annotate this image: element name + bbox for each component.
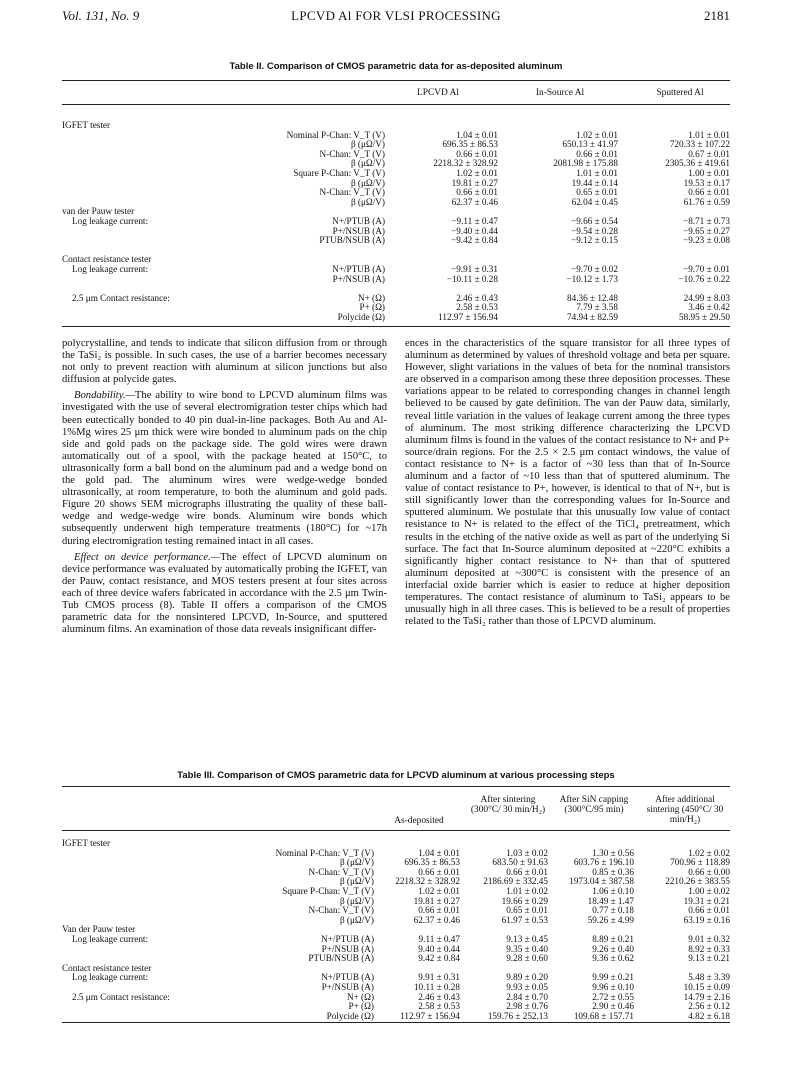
row-parameter-label: Square P-Chan: V_T (V) [293,167,385,178]
table-row [62,246,730,256]
table-cell: 0.66 ± 0.01 [418,866,460,877]
row-parameter-label: β (μΩ/V) [339,857,374,868]
paragraph [62,338,387,386]
table-cell: 1.01 ± 0.01 [688,129,730,140]
table-row [62,1012,730,1022]
table-cell: 9.35 ± 0.40 [506,943,548,954]
table-cell: −9.91 ± 0.31 [451,263,498,274]
table-cell: 8.92 ± 0.33 [688,943,730,954]
table-cell: 10.11 ± 0.28 [413,981,460,992]
table-cell: 19.44 ± 0.14 [571,177,618,188]
table-cell: 0.66 ± 0.01 [688,905,730,916]
table3-top-rule [62,786,730,787]
paragraph-text: The ability to wire bond to LPCVD aluminum films was investigated with the use of several electromigration tester chips which had been eutectically bonded to 40 pin dual-in-line packages. Both Au and Al-1%Mg wires 25 μm thick were wire bonded to aluminum pads on the chip side and gold pads on the package side. The gold wires were drawn automatically out of a spool, with the package heated at 150°C, to ultrasonically form a ball bond on the aluminum pad and a wedge bond on the gold pad. The aluminum wires were wedge-wedge bonded ultrasonically, at room temperature, to both the aluminum and gold pads. Figure 20 shows SEM micrographs illustrating the quality of these ball-wedge and wedge-wedge wire bonds. Aluminum wire bonds which subsequently underwent high temperature treatments (180°C) for ~17h during electromigration testing remained intact in all cases. [62,390,387,547]
table-cell: 9.26 ± 0.40 [592,943,634,954]
table-row [62,198,730,208]
table-row [62,150,730,160]
table-cell: −9.65 ± 0.27 [683,225,730,236]
row-group-label: van der Pauw tester [62,206,135,217]
table-cell: 1.02 ± 0.01 [418,885,460,896]
table-cell: 2218.32 ± 328.92 [433,158,498,169]
table-row [62,188,730,198]
row-sub-label: 2.5 μm Contact resistance: [72,292,170,303]
table-cell: 24.99 ± 8.03 [683,292,730,303]
table2-body [62,121,730,322]
row-parameter-label: PTUB/NSUB (A) [319,235,385,246]
table-row [62,313,730,323]
table-row [62,179,730,189]
table-row [62,131,730,141]
table-cell: 1.00 ± 0.02 [688,885,730,896]
table-row [62,207,730,217]
row-parameter-label: N+/PTUB (A) [321,933,374,944]
table-row [62,255,730,265]
table-cell: 0.66 ± 0.00 [688,866,730,877]
table-cell: 9.93 ± 0.05 [506,981,548,992]
table-cell: 3.46 ± 0.42 [688,302,730,313]
row-parameter-label: N+ (Ω) [346,991,374,1002]
table-cell: 74.94 ± 82.59 [567,311,618,322]
row-parameter-label: β (μΩ/V) [339,914,374,925]
table-cell: −10.11 ± 0.28 [446,273,498,284]
table-cell: 59.26 ± 4.99 [587,914,634,925]
table-cell: 109.68 ± 157.71 [573,1010,634,1021]
table-cell: 19.81 ± 0.27 [413,895,460,906]
table-row [62,236,730,246]
table-cell: 7.79 ± 3.58 [576,302,618,313]
row-parameter-label: β (μΩ/V) [350,196,385,207]
table3-col-header: After sintering (300°C/ 30 min/H₂) [470,795,546,815]
table-cell: 5.48 ± 3.39 [688,972,730,983]
row-parameter-label: Nominal P-Chan: V_T (V) [275,847,374,858]
table-cell: 2.46 ± 0.43 [418,991,460,1002]
table-cell: −9.42 ± 0.84 [451,235,498,246]
row-parameter-label: N-Chan: V_T (V) [308,866,374,877]
table-cell: 0.67 ± 0.01 [688,148,730,159]
row-group-label: Contact resistance tester [62,254,152,265]
table2-col-header: LPCVD Al [417,88,459,98]
table-row [62,159,730,169]
table-cell: 1.04 ± 0.01 [418,847,460,858]
row-sub-label: 2.5 μm Contact resistance: [72,991,170,1002]
table-cell: 9.40 ± 0.44 [418,943,460,954]
table-cell: 1.04 ± 0.01 [456,129,498,140]
table-row [62,227,730,237]
table-cell: −9.70 ± 0.01 [683,263,730,274]
table-cell: 9.36 ± 0.62 [592,953,634,964]
row-parameter-label: N+/PTUB (A) [332,263,385,274]
table-cell: 62.04 ± 0.45 [571,196,618,207]
section-runin: Bondability.— [74,390,135,402]
table-cell: 650.13 ± 41.97 [562,139,618,150]
table-row [62,169,730,179]
row-group-label: Contact resistance tester [62,962,152,973]
table-cell: 2.90 ± 0.46 [592,1001,634,1012]
table-row [62,954,730,964]
row-parameter-label: Square P-Chan: V_T (V) [282,885,374,896]
row-parameter-label: β (μΩ/V) [350,177,385,188]
table-cell: 63.19 ± 0.16 [683,914,730,925]
row-parameter-label: β (μΩ/V) [339,876,374,887]
table2-header-rule [62,104,730,105]
table-cell: 4.82 ± 6.18 [688,1010,730,1021]
table-cell: 112.97 ± 156.94 [400,1010,460,1021]
table-cell: 10.15 ± 0.09 [683,981,730,992]
row-parameter-label: N+/PTUB (A) [332,215,385,226]
table-cell: 62.37 ± 0.46 [451,196,498,207]
paragraph [62,390,387,547]
table-cell: 2081.98 ± 175.88 [553,158,618,169]
table-cell: −9.23 ± 0.08 [683,235,730,246]
table-cell: 9.96 ± 0.10 [592,981,634,992]
table-cell: 14.79 ± 2.16 [683,991,730,1002]
table-cell: 1973.04 ± 387.58 [569,876,634,887]
row-sub-label: Log leakage current: [72,263,149,274]
table-cell: 1.01 ± 0.02 [506,885,548,896]
table-cell: 696.35 ± 86.53 [404,857,460,868]
table-cell: 9.91 ± 0.31 [418,972,460,983]
row-sub-label: Log leakage current: [72,215,149,226]
table-cell: 9.89 ± 0.20 [506,972,548,983]
running-header [62,8,730,26]
table-cell: 1.02 ± 0.01 [576,129,618,140]
right-column [405,338,730,628]
table2-col-header: In-Source Al [535,88,585,98]
table-cell: 62.37 ± 0.46 [413,914,460,925]
row-parameter-label: P+/NSUB (A) [332,225,385,236]
table-cell: 1.02 ± 0.01 [456,167,498,178]
row-parameter-label: P+/NSUB (A) [321,943,374,954]
table-row [62,294,730,304]
table-cell: −8.71 ± 0.73 [683,215,730,226]
table-cell: 2.58 ± 0.53 [456,302,498,313]
table2-top-rule [62,80,730,81]
row-group-label: IGFET tester [62,120,111,130]
paragraph-text: The effect of LPCVD aluminum on device performance was evaluated by automatically probing the IGFET, van der Pauw, contact resistance, and MOS testers present at four sites across each of three device wafers fabricated in accordance with the 2.5 μm Twin-Tub CMOS process (8). Table II offers a comparison of the CMOS parametric data for the nonsintered LPCVD, In-Source, and sputtered aluminum films. An examination of those data reveals insignificant differ- [62,551,387,636]
table-cell: 696.35 ± 86.53 [442,139,498,150]
article-body [62,338,730,748]
table-cell: −9.12 ± 0.15 [571,235,618,246]
section-runin: Effect on device performance.— [74,551,221,563]
table-cell: 9.42 ± 0.84 [418,953,460,964]
table-cell: 1.30 ± 0.56 [592,847,634,858]
table-cell: 58.95 ± 29.50 [679,311,730,322]
table-cell: 1.06 ± 0.10 [592,885,634,896]
table2-caption: Table II. Comparison of CMOS parametric data for as-deposited aluminum [229,61,563,72]
table-row [62,303,730,313]
table-cell: 19.53 ± 0.17 [683,177,730,188]
table-cell: 9.13 ± 0.21 [688,953,730,964]
table2-col-header: Sputtered Al [656,88,704,98]
table-cell: 2.46 ± 0.43 [456,292,498,303]
table-cell: 0.66 ± 0.01 [576,148,618,159]
paragraph [405,338,730,628]
table-cell: 61.76 ± 0.59 [683,196,730,207]
table-cell: 683.50 ± 91.63 [492,857,548,868]
table-cell: 0.66 ± 0.01 [688,187,730,198]
row-parameter-label: N+/PTUB (A) [321,972,374,983]
table-cell: 0.66 ± 0.01 [418,905,460,916]
table-cell: −9.70 ± 0.02 [571,263,618,274]
table-cell: 8.89 ± 0.21 [592,933,634,944]
row-group-label: IGFET tester [62,838,111,848]
page-number: 2181 [704,8,730,23]
table-cell: 0.85 ± 0.36 [592,866,634,877]
row-parameter-label: β (μΩ/V) [339,895,374,906]
left-column [62,338,387,636]
table-cell: 2.56 ± 0.12 [688,1001,730,1012]
table-cell: −9.54 ± 0.28 [571,225,618,236]
table-cell: 1.03 ± 0.02 [506,847,548,858]
row-parameter-label: β (μΩ/V) [350,139,385,150]
table2-bottom-rule [62,326,730,327]
row-parameter-label: Polycide (Ω) [326,1010,374,1021]
table-cell: −10.12 ± 1.73 [566,273,618,284]
table3-col-header: After SiN capping (300°C/95 min) [559,795,629,815]
table-row [62,275,730,285]
row-sub-label: Log leakage current: [72,933,149,944]
table-cell: 2.84 ± 0.70 [506,991,548,1002]
table-cell: 112.97 ± 156.94 [438,311,498,322]
table-cell: 0.66 ± 0.01 [456,148,498,159]
paragraph-text: polycrystalline, and tends to indicate that silicon diffusion from or through the TaSi₂ is possible. In such cases, the use of a barrier becomes necessary not only to prevent reaction with aluminum at silicon junctions but also diffusion at polycide gates. [62,338,387,386]
table-row [62,140,730,150]
table-cell: 0.66 ± 0.01 [506,866,548,877]
table-cell: 2.98 ± 0.76 [506,1001,548,1012]
table-cell: 1.00 ± 0.01 [688,167,730,178]
paragraph [62,552,387,637]
table-cell: 19.81 ± 0.27 [451,177,498,188]
table-cell: 603.76 ± 196.10 [573,857,634,868]
table-cell: 9.11 ± 0.47 [418,933,460,944]
journal-volume: Vol. 131, No. 9 [62,8,140,23]
table-cell: 2218.32 ± 328.92 [395,876,460,887]
table3-col-header: As-deposited [394,816,444,826]
row-parameter-label: Nominal P-Chan: V_T (V) [286,129,385,140]
table-cell: 1.01 ± 0.01 [576,167,618,178]
row-parameter-label: P+ (Ω) [348,1001,374,1012]
row-parameter-label: N-Chan: V_T (V) [319,148,385,159]
table-cell: −9.40 ± 0.44 [451,225,498,236]
table3-body [62,839,730,1021]
row-parameter-label: PTUB/NSUB (A) [308,953,374,964]
table-cell: 9.01 ± 0.32 [688,933,730,944]
table-row [62,916,730,926]
table3-col-header: After additional sintering (450°C/ 30 min/H₂) [646,795,724,825]
table-cell: 700.96 ± 118.89 [670,857,730,868]
paragraph-text: ences in the characteristics of the square transistor for all three types of aluminum as determined by values of threshold voltage and beta per square. However, slight variations in the values of beta for the nominal transistors are observed in a comparison among these three deposition processes. These variations appear to be related to corresponding changes in channel length believed to be caused by gate definition. The van der Pauw data, similarly, reveal little variation in the values of leakage current among the three types of aluminum. The most striking difference characterizing the LPCVD aluminum films is found in the values of the contact resistance to N+ and P+ source/drain regions. For the 2.5 × 2.5 μm contact windows, the value of contact resistance to N+ is a factor of ~30 less than that of In-Source aluminum and a factor of ~10 less than that of sputtered aluminum. The value of contact resistance to P+, however, is identical to that of N+, but is still significantly lower than the corresponding values for In-Source and sputtered aluminum. We postulate that this unusually low value of contact resistance to N+ is related to the effect of the TiCl₄ pretreatment, which results in the etching of the native oxide as well as part of the underlying Si surface. The fact that In-Source aluminum deposited at ~220°C exhibits a significantly higher contact resistance to N+ than that of sputtered aluminum deposited at ~300°C is consistent with the presence of an interfacial oxide barrier which is easier to reduce at higher deposition temperatures. The contact resistance of aluminum to TaSi₂ appears to be unusually high in all three cases. This is believed to be a result of properties related to the TaSi₂ rather than those of LPCVD aluminum. [405,338,730,628]
table3-header-rule [62,830,730,831]
table-cell: 19.31 ± 0.21 [683,895,730,906]
table-cell: 720.33 ± 107.22 [669,139,730,150]
row-parameter-label: N-Chan: V_T (V) [308,905,374,916]
table-row [62,217,730,227]
table-cell: −10.76 ± 0.22 [678,273,730,284]
table3-bottom-rule [62,1022,730,1023]
table-row [62,265,730,275]
table-cell: 61.97 ± 0.53 [501,914,548,925]
table-cell: 2210.26 ± 383.55 [665,876,730,887]
row-parameter-label: N+ (Ω) [357,292,385,303]
row-group-label: Van der Pauw tester [62,924,136,935]
row-parameter-label: P+/NSUB (A) [332,273,385,284]
table-cell: 9.13 ± 0.45 [506,933,548,944]
table-cell: 0.77 ± 0.18 [592,905,634,916]
table-cell: 18.49 ± 1.47 [587,895,634,906]
row-sub-label: Log leakage current: [72,972,149,983]
table-cell: 0.65 ± 0.01 [506,905,548,916]
row-parameter-label: β (μΩ/V) [350,158,385,169]
row-parameter-label: Polycide (Ω) [337,311,385,322]
table-cell: 0.66 ± 0.01 [456,187,498,198]
table3-caption: Table III. Comparison of CMOS parametric data for LPCVD aluminum at various processing steps [177,770,615,781]
table-cell: −9.11 ± 0.47 [451,215,498,226]
row-parameter-label: P+ (Ω) [359,302,385,313]
table-cell: 84.36 ± 12.48 [567,292,618,303]
table-cell: 9.28 ± 0.60 [506,953,548,964]
table-cell: −9.66 ± 0.54 [571,215,618,226]
table-cell: 159.76 ± 252.13 [487,1010,548,1021]
table-cell: 2305.36 ± 419.61 [665,158,730,169]
row-parameter-label: N-Chan: V_T (V) [319,187,385,198]
table-cell: 1.02 ± 0.02 [688,847,730,858]
table-row [62,121,730,131]
table-cell: 0.65 ± 0.01 [576,187,618,198]
table-cell: 9.99 ± 0.21 [592,972,634,983]
row-parameter-label: P+/NSUB (A) [321,981,374,992]
running-title: LPCVD Al FOR VLSI PROCESSING [291,8,501,23]
table-cell: 2.72 ± 0.55 [592,991,634,1002]
table-cell: 2.58 ± 0.53 [418,1001,460,1012]
table-cell: 19.66 ± 0.29 [501,895,548,906]
table-cell: 2186.69 ± 332.45 [483,876,548,887]
